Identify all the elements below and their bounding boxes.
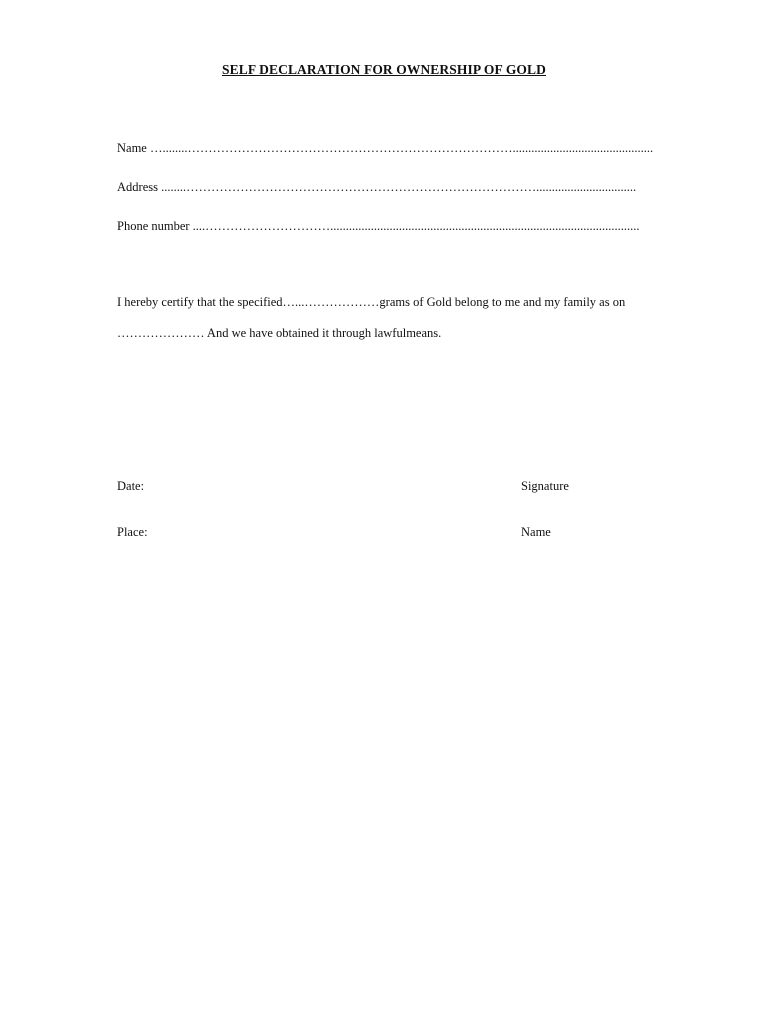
signature-label: Signature bbox=[521, 479, 569, 493]
date-label: Date: bbox=[117, 479, 145, 493]
place-label: Place: bbox=[117, 525, 148, 539]
name-field-line: Name …........……………………………………………………………………............................................. bbox=[117, 141, 654, 155]
phone-number-field-line: Phone number ....…………………………................................................................................................... bbox=[117, 219, 640, 233]
certification-line-2: ………………… And we have obtained it through lawfulmeans. bbox=[117, 326, 442, 340]
document-title: SELF DECLARATION FOR OWNERSHIP OF GOLD bbox=[222, 62, 546, 77]
signatory-name-label: Name bbox=[521, 525, 551, 539]
certification-line-1: I hereby certify that the specified…...………………grams of Gold belong to me and my family as on bbox=[117, 295, 626, 309]
address-field-line: Address ........…………………………………………………………………………................................ bbox=[117, 180, 637, 194]
